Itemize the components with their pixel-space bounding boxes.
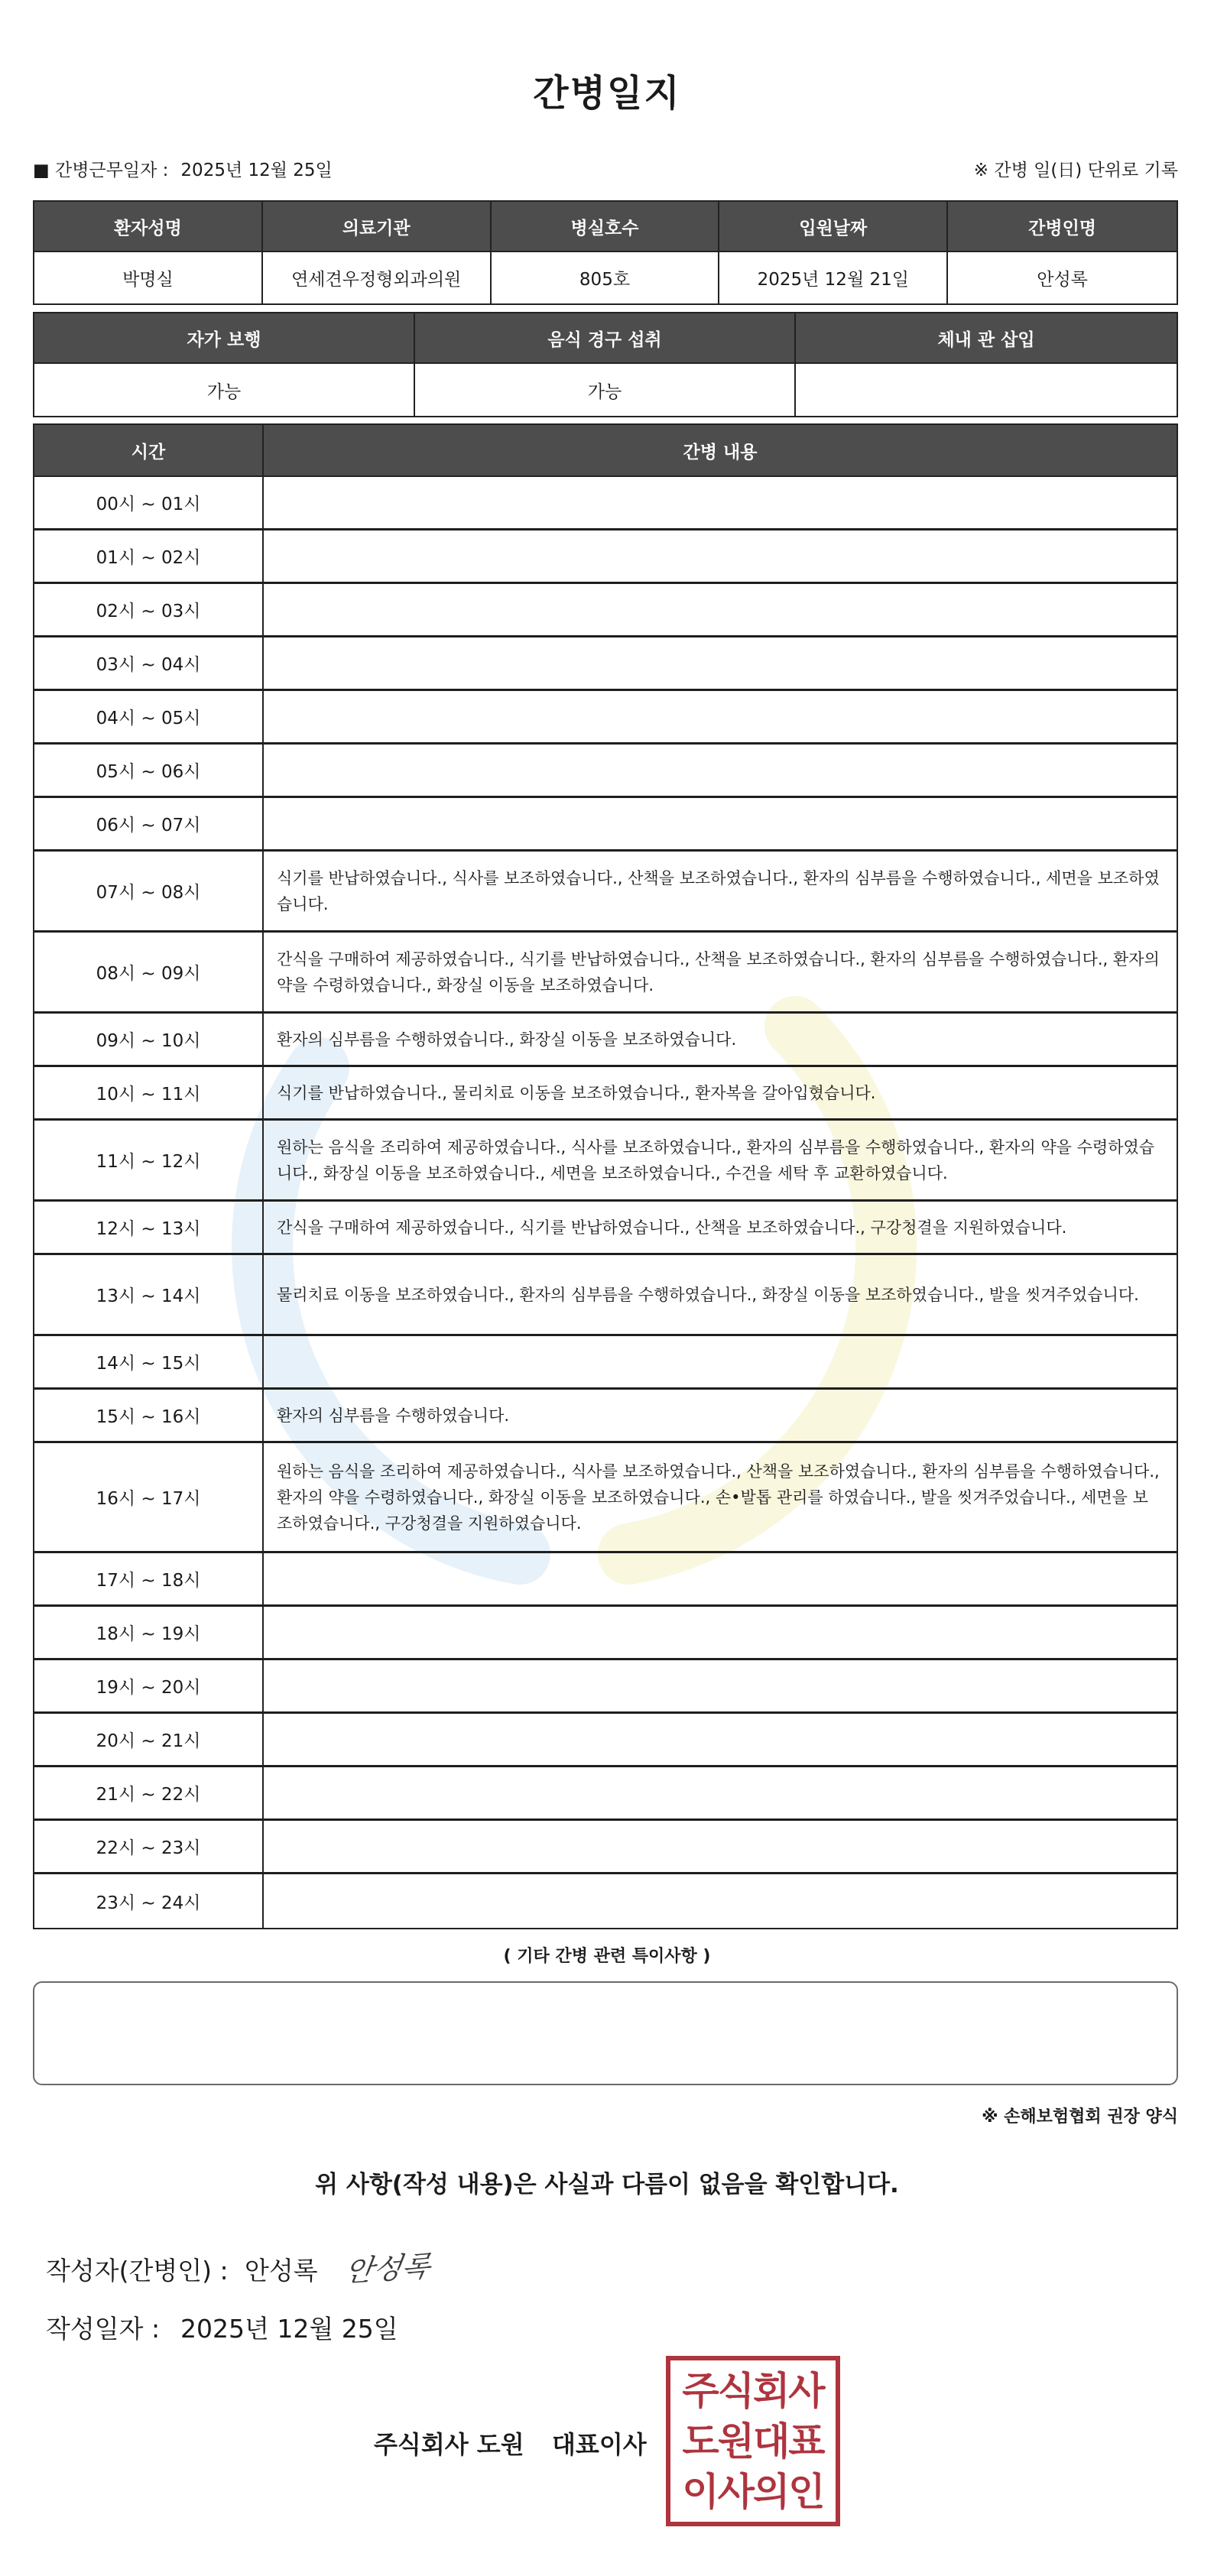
care-log-content [264, 1067, 1177, 1118]
care-log-time: 21시 ~ 22시 [34, 1767, 264, 1818]
care-log-content [264, 1390, 1177, 1441]
care-log-content [264, 1255, 1177, 1334]
care-log-time: 00시 ~ 01시 [34, 477, 264, 528]
care-log-text: 환자의 심부름을 수행하였습니다. [277, 1406, 510, 1425]
work-date [33, 157, 333, 183]
care-log-row [34, 1202, 1177, 1255]
care-log-text: 환자의 심부름을 수행하였습니다., 화장실 이동을 보조하였습니다. [277, 1030, 737, 1049]
care-log-row [34, 798, 1177, 852]
care-log-row [34, 530, 1177, 584]
patient-info-table [33, 200, 1178, 305]
header-caregiver-name: 간병인명 [948, 202, 1177, 252]
care-log-content [264, 1874, 1177, 1928]
care-log-time: 23시 ~ 24시 [34, 1874, 264, 1928]
record-unit-note: ※ 간병 일(日) 단위로 기록 [973, 161, 1178, 180]
patient-status-table [33, 312, 1178, 417]
care-log-row [34, 477, 1177, 530]
care-log-row [34, 1607, 1177, 1660]
care-log-content [264, 1121, 1177, 1199]
care-log-time: 14시 ~ 15시 [34, 1336, 264, 1387]
form-source-note: ※ 손해보험협회 권장 양식 [982, 2107, 1178, 2127]
care-log-text: 물리치료 이동을 보조하였습니다., 환자의 심부름을 수행하였습니다., 화장실 이동을 보조하였습니다., 발을 씻겨주었습니다. [277, 1285, 1139, 1304]
care-log-content [264, 852, 1177, 930]
care-log-time: 10시 ~ 11시 [34, 1067, 264, 1118]
care-log-content [264, 1714, 1177, 1765]
company-representative-title: 대표이사 [552, 2430, 647, 2459]
written-date-label: 작성일자 : [46, 2314, 161, 2344]
care-log-text: 간식을 구매하여 제공하였습니다., 식기를 반납하였습니다., 산책을 보조하였습니다., 구강청결을 지원하였습니다. [277, 1218, 1067, 1237]
care-log-row [34, 1553, 1177, 1607]
care-log-time: 01시 ~ 02시 [34, 530, 264, 582]
header-admission-date: 입원날짜 [719, 202, 948, 252]
care-log-header [34, 425, 1177, 477]
care-log-time: 04시 ~ 05시 [34, 691, 264, 742]
seal-row: 이사의인 [682, 2469, 824, 2514]
hospital-name: 연세견우정형외과의원 [263, 252, 492, 303]
writer-name: 안성록 [245, 2256, 318, 2286]
care-log-content [264, 1767, 1177, 1818]
care-log-time: 18시 ~ 19시 [34, 1607, 264, 1658]
care-log-row [34, 1714, 1177, 1767]
care-log-row [34, 1390, 1177, 1443]
care-log-row [34, 1821, 1177, 1874]
care-log-time: 06시 ~ 07시 [34, 798, 264, 849]
oral-intake-value: 가능 [415, 364, 796, 416]
care-log-content [264, 745, 1177, 796]
care-log-content [264, 1660, 1177, 1711]
care-log-content [264, 1202, 1177, 1253]
seal-row: 주식회사 [682, 2368, 824, 2413]
header-self-walking: 자가 보행 [34, 313, 415, 364]
care-log-content [264, 584, 1177, 635]
tube-insertion-value [796, 364, 1177, 416]
header-room: 병실호수 [492, 202, 720, 252]
care-log-content [264, 477, 1177, 528]
caregiver-name: 안성록 [1037, 270, 1088, 290]
care-log-row [34, 1660, 1177, 1714]
writer-signature: 안성록 [342, 2249, 433, 2289]
care-log-text: 원하는 음식을 조리하여 제공하였습니다., 식사를 보조하였습니다., 산책을 보조하였습니다., 환자의 심부름을 수행하였습니다., 환자의 약을 수령하였습니다., 화장실 이동을 보조하였습니다., 손•발톱 관리를 하였습니다., 발을 씻겨주었습니다., 세면을 보조하였습니다., 구강청결을 지원하였습니다. [277, 1462, 1160, 1533]
care-log-content [264, 933, 1177, 1011]
care-log-time: 07시 ~ 08시 [34, 852, 264, 930]
care-log-time: 13시 ~ 14시 [34, 1255, 264, 1334]
care-log-content [264, 638, 1177, 689]
care-log-row [34, 1255, 1177, 1336]
special-notes-box [33, 1981, 1178, 2085]
care-log-time: 03시 ~ 04시 [34, 638, 264, 689]
care-log-time: 11시 ~ 12시 [34, 1121, 264, 1199]
care-log-time: 16시 ~ 17시 [34, 1443, 264, 1551]
care-log-row [34, 1014, 1177, 1067]
care-log-row [34, 1874, 1177, 1928]
care-log-content [264, 1443, 1177, 1551]
patient-name: 박명실 [34, 252, 263, 303]
confirmation-statement: 위 사항(작성 내용)은 사실과 다름이 없음을 확인합니다. [315, 2171, 899, 2198]
special-notes-label: ( 기타 간병 관련 특이사항 ) [503, 1947, 711, 1966]
care-log-row [34, 584, 1177, 638]
care-log-time: 08시 ~ 09시 [34, 933, 264, 1011]
care-log-row [34, 691, 1177, 745]
care-log-text: 간식을 구매하여 제공하였습니다., 식기를 반납하였습니다., 산책을 보조하였습니다., 환자의 심부름을 수행하였습니다., 환자의 약을 수령하였습니다., 화장실 이동을 보조하였습니다. [277, 949, 1160, 994]
work-date-label: ■ 간병근무일자 : [33, 161, 169, 180]
care-log-row [34, 1121, 1177, 1202]
care-log-row [34, 638, 1177, 691]
care-log-content [264, 691, 1177, 742]
header-patient-name: 환자성명 [34, 202, 263, 252]
company-name: 주식회사 도원 [374, 2430, 524, 2459]
care-log-row [34, 1443, 1177, 1553]
care-log-row [34, 933, 1177, 1014]
care-log-text: 식기를 반납하였습니다., 물리치료 이동을 보조하였습니다., 환자복을 갈아입혔습니다. [277, 1083, 876, 1102]
care-log-time: 19시 ~ 20시 [34, 1660, 264, 1711]
care-log-text: 원하는 음식을 조리하여 제공하였습니다., 식사를 보조하였습니다., 환자의 심부름을 수행하였습니다., 환자의 약을 수령하였습니다., 화장실 이동을 보조하였습니다., 세면을 보조하였습니다., 수건을 세탁 후 교환하였습니다. [277, 1137, 1155, 1183]
care-log-time: 22시 ~ 23시 [34, 1821, 264, 1872]
care-log-row [34, 745, 1177, 798]
care-log-row [34, 1067, 1177, 1121]
care-log-content [264, 1607, 1177, 1658]
care-log-content [264, 798, 1177, 849]
care-log-row [34, 852, 1177, 933]
care-log-time: 05시 ~ 06시 [34, 745, 264, 796]
care-log-time: 17시 ~ 18시 [34, 1553, 264, 1604]
header-oral-intake: 음식 경구 섭취 [415, 313, 796, 364]
care-log-content [264, 530, 1177, 582]
care-log-table [33, 423, 1178, 1929]
care-log-time: 09시 ~ 10시 [34, 1014, 264, 1065]
care-log-content [264, 1014, 1177, 1065]
header-tube-insertion: 체내 관 삽입 [796, 313, 1177, 364]
writer-label: 작성자(간병인) : [46, 2256, 229, 2286]
care-log-time: 15시 ~ 16시 [34, 1390, 264, 1441]
care-log-time: 12시 ~ 13시 [34, 1202, 264, 1253]
self-walking-value: 가능 [34, 364, 415, 416]
care-log-content [264, 1553, 1177, 1604]
page-title: 간병일지 [533, 72, 681, 115]
care-log-time: 20시 ~ 21시 [34, 1714, 264, 1765]
care-log-row [34, 1767, 1177, 1821]
care-log-time: 02시 ~ 03시 [34, 584, 264, 635]
room-number: 805호 [492, 252, 720, 303]
admission-date: 2025년 12월 21일 [719, 252, 948, 303]
header-time: 시간 [34, 425, 264, 475]
written-date-value: 2025년 12월 25일 [180, 2314, 398, 2344]
care-log-content [264, 1336, 1177, 1387]
care-log-content [264, 1821, 1177, 1872]
header-care-content: 간병 내용 [683, 442, 758, 462]
seal-row: 도원대표 [682, 2419, 824, 2464]
care-log-text: 식기를 반납하였습니다., 식사를 보조하였습니다., 산책을 보조하였습니다., 환자의 심부름을 수행하였습니다., 세면을 보조하였습니다. [277, 868, 1160, 913]
company-seal-stamp [666, 2356, 840, 2526]
work-date-value: 2025년 12월 25일 [180, 161, 333, 180]
care-log-row [34, 1336, 1177, 1390]
header-hospital: 의료기관 [263, 202, 492, 252]
